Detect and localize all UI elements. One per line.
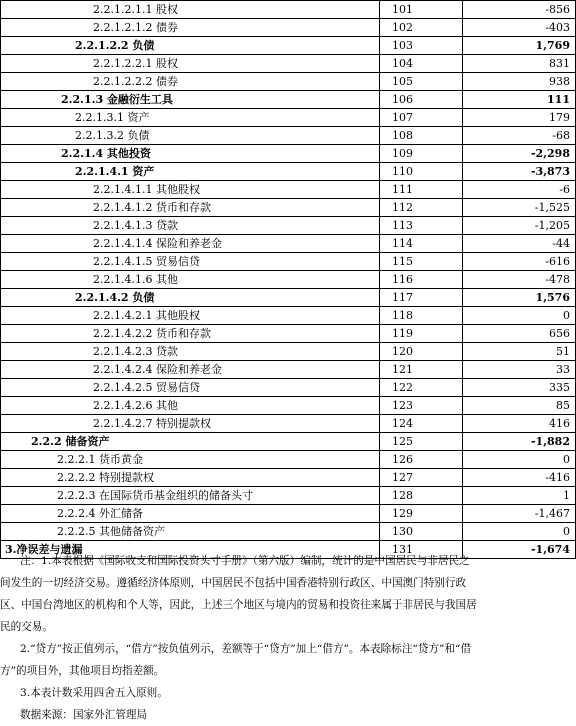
row-label: 2.2.2 储备资产 xyxy=(1,433,380,451)
row-label: 2.2.1.2.2.2 债券 xyxy=(1,73,380,91)
table-row xyxy=(1,127,576,145)
row-label: 2.2.1.4.2.6 其他 xyxy=(1,397,380,415)
row-label: 2.2.2.4 外汇储备 xyxy=(1,505,380,523)
table-row xyxy=(1,361,576,379)
row-code: 102 xyxy=(380,19,463,37)
table-row xyxy=(1,451,576,469)
table-row xyxy=(1,307,576,325)
row-value: 0 xyxy=(463,523,576,541)
row-label: 3.净误差与遗漏 xyxy=(1,541,380,559)
table-row xyxy=(1,37,576,55)
row-code: 103 xyxy=(380,37,463,55)
row-value: -403 xyxy=(463,19,576,37)
row-value: 33 xyxy=(463,361,576,379)
table-row xyxy=(1,55,576,73)
row-value: 51 xyxy=(463,343,576,361)
row-code: 110 xyxy=(380,163,463,181)
row-label: 2.2.2.3 在国际货币基金组织的储备头寸 xyxy=(1,487,380,505)
row-label: 2.2.1.4.2 负债 xyxy=(1,289,380,307)
row-value: 416 xyxy=(463,415,576,433)
note-2: 2.“贷方”按正值列示，“借方”按负值列示，差额等于“贷方”加上“借方”。本表除标注“贷方”和“借方”的项目外，其他项目均指差额。 xyxy=(0,643,472,677)
row-label: 2.2.1.4.2.5 贸易信贷 xyxy=(1,379,380,397)
row-code: 125 xyxy=(380,433,463,451)
row-code: 116 xyxy=(380,271,463,289)
row-code: 104 xyxy=(380,55,463,73)
table-row xyxy=(1,487,576,505)
row-value: 1 xyxy=(463,487,576,505)
row-value: -478 xyxy=(463,271,576,289)
table-row xyxy=(1,397,576,415)
row-label: 2.2.1.4.1.1 其他股权 xyxy=(1,181,380,199)
row-label: 2.2.1.4.1.6 其他 xyxy=(1,271,380,289)
row-value: 1,769 xyxy=(463,37,576,55)
row-value: -1,467 xyxy=(463,505,576,523)
row-label: 2.2.1.4 其他投资 xyxy=(1,145,380,163)
row-label: 2.2.1.4.2.3 贷款 xyxy=(1,343,380,361)
table-row xyxy=(1,433,576,451)
row-code: 126 xyxy=(380,451,463,469)
row-code: 108 xyxy=(380,127,463,145)
row-code: 119 xyxy=(380,325,463,343)
row-code: 113 xyxy=(380,217,463,235)
table-row xyxy=(1,505,576,523)
table-row xyxy=(1,109,576,127)
row-label: 2.2.2.1 货币黄金 xyxy=(1,451,380,469)
table-row xyxy=(1,253,576,271)
row-code: 131 xyxy=(380,541,463,559)
row-label: 2.2.1.2.1.2 债券 xyxy=(1,19,380,37)
row-label: 2.2.1.3.2 负债 xyxy=(1,127,380,145)
row-code: 130 xyxy=(380,523,463,541)
row-value: 656 xyxy=(463,325,576,343)
row-code: 122 xyxy=(380,379,463,397)
row-code: 114 xyxy=(380,235,463,253)
data-source: 数据来源：国家外汇管理局 xyxy=(20,709,148,721)
table-notes xyxy=(0,550,479,726)
table-row xyxy=(1,163,576,181)
row-value: 1,576 xyxy=(463,289,576,307)
row-code: 111 xyxy=(380,181,463,199)
row-value: -6 xyxy=(463,181,576,199)
row-code: 124 xyxy=(380,415,463,433)
row-label: 2.2.2.2 特别提款权 xyxy=(1,469,380,487)
table-row xyxy=(1,469,576,487)
row-value: -1,525 xyxy=(463,199,576,217)
row-value: -3,873 xyxy=(463,163,576,181)
table-row xyxy=(1,181,576,199)
row-code: 107 xyxy=(380,109,463,127)
row-value: 938 xyxy=(463,73,576,91)
table-body xyxy=(1,1,576,559)
row-label: 2.2.1.4.1.4 保险和养老金 xyxy=(1,235,380,253)
row-label: 2.2.2.5 其他储备资产 xyxy=(1,523,380,541)
row-label: 2.2.1.2.2.1 股权 xyxy=(1,55,380,73)
row-value: -2,298 xyxy=(463,145,576,163)
row-value: 85 xyxy=(463,397,576,415)
row-label: 2.2.1.3.1 资产 xyxy=(1,109,380,127)
row-code: 112 xyxy=(380,199,463,217)
row-label: 2.2.1.4.1.3 贷款 xyxy=(1,217,380,235)
row-code: 118 xyxy=(380,307,463,325)
row-value: 0 xyxy=(463,307,576,325)
table-row xyxy=(1,73,576,91)
row-code: 105 xyxy=(380,73,463,91)
row-value: 0 xyxy=(463,451,576,469)
row-code: 109 xyxy=(380,145,463,163)
row-value: -1,205 xyxy=(463,217,576,235)
row-value: 111 xyxy=(463,91,576,109)
table-row xyxy=(1,523,576,541)
row-value: -1,882 xyxy=(463,433,576,451)
row-value: -616 xyxy=(463,253,576,271)
table-row xyxy=(1,217,576,235)
note-3: 3.本表计数采用四舍五入原则。 xyxy=(20,687,168,699)
row-value: -856 xyxy=(463,1,576,19)
table-row xyxy=(1,343,576,361)
row-value: -44 xyxy=(463,235,576,253)
row-value: 335 xyxy=(463,379,576,397)
row-code: 129 xyxy=(380,505,463,523)
row-code: 120 xyxy=(380,343,463,361)
row-code: 117 xyxy=(380,289,463,307)
row-value: 179 xyxy=(463,109,576,127)
table-row xyxy=(1,1,576,19)
row-label: 2.2.1.4.1.2 货币和存款 xyxy=(1,199,380,217)
table-row xyxy=(1,325,576,343)
row-code: 127 xyxy=(380,469,463,487)
row-code: 121 xyxy=(380,361,463,379)
row-label: 2.2.1.4.2.4 保险和养老金 xyxy=(1,361,380,379)
row-value: 831 xyxy=(463,55,576,73)
table-row xyxy=(1,415,576,433)
row-code: 128 xyxy=(380,487,463,505)
table-row xyxy=(1,199,576,217)
table-row xyxy=(1,379,576,397)
row-label: 2.2.1.4.2.7 特别提款权 xyxy=(1,415,380,433)
row-value: -416 xyxy=(463,469,576,487)
table-row xyxy=(1,289,576,307)
row-label: 2.2.1.4.2.2 货币和存款 xyxy=(1,325,380,343)
table-row xyxy=(1,91,576,109)
row-code: 123 xyxy=(380,397,463,415)
row-label: 2.2.1.3 金融衍生工具 xyxy=(1,91,380,109)
table-row xyxy=(1,19,576,37)
row-value: -68 xyxy=(463,127,576,145)
row-label: 2.2.1.4.1.5 贸易信贷 xyxy=(1,253,380,271)
row-code: 115 xyxy=(380,253,463,271)
table-row xyxy=(1,235,576,253)
row-label: 2.2.1.4.1 资产 xyxy=(1,163,380,181)
row-code: 101 xyxy=(380,1,463,19)
row-code: 106 xyxy=(380,91,463,109)
row-label: 2.2.1.2.2 负债 xyxy=(1,37,380,55)
table-row xyxy=(1,271,576,289)
row-label: 2.2.1.4.2.1 其他股权 xyxy=(1,307,380,325)
table-row xyxy=(1,145,576,163)
note-1: 注：1.本表根据《国际收支和国际投资头寸手册》（第六版）编制，统计的是中国居民与非居民之间发生的一切经济交易。遵循经济体原则，中国居民不包括中国香港特别行政区、中国澳门特别行政区、中国台湾地区的机构和个人等，因此，上述三个地区与境内的贸易和投资往来属于非居民与我国居民的交易。 xyxy=(0,555,477,633)
row-label: 2.2.1.2.1.1 股权 xyxy=(1,1,380,19)
row-value: -1,674 xyxy=(463,541,576,559)
